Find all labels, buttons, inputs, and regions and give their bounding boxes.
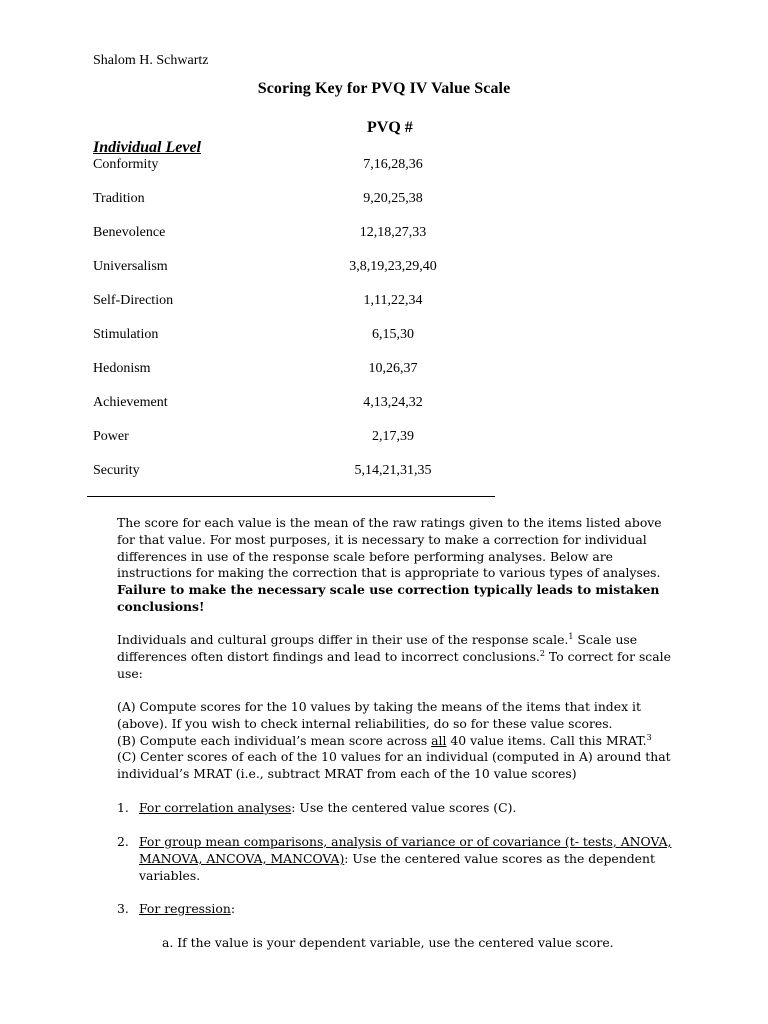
list-label: For correlation analyses: [139, 800, 292, 815]
value-items: 4,13,24,32: [363, 395, 423, 410]
warning-text: Failure to make the necessary scale use correction typically leads to mistaken conclusions!: [117, 582, 660, 614]
list-number: 2.: [117, 834, 129, 849]
author-name: Shalom H. Schwartz: [93, 53, 209, 68]
value-row: [93, 225, 493, 245]
value-name: Benevolence: [93, 225, 166, 240]
list-rest: : Use the centered value scores as the dependent variables.: [139, 850, 655, 883]
value-name: Hedonism: [93, 361, 151, 376]
value-name: Power: [93, 429, 129, 444]
paragraph-text: Scale use differences often distort findings and lead to incorrect conclusions.: [117, 632, 638, 664]
value-row: [93, 157, 493, 177]
value-row: [93, 327, 493, 347]
step-b-emphasis: all: [431, 732, 447, 748]
value-row: [93, 361, 493, 381]
value-row: [93, 429, 493, 449]
paragraph-text: Individuals and cultural groups differ in their use of the response scale.: [117, 632, 569, 647]
value-row: [93, 293, 493, 313]
sub-item-a: a. If the value is your dependent variable, use the centered value score.: [162, 935, 614, 950]
list-number: 1.: [117, 800, 129, 815]
value-name: Universalism: [93, 259, 168, 274]
list-rest: :: [230, 901, 235, 916]
value-items: 9,20,25,38: [363, 191, 423, 206]
list-label: For group mean comparisons, analysis of variance or of covariance (t- tests, ANOVA, MANOVA, ANCOVA, MANCOVA): [139, 834, 672, 866]
list-label: For regression: [139, 901, 231, 916]
step-a: (A) Compute scores for the 10 values by taking the means of the items that index it (above). If you wish to check internal reliabilities, do so for these value scores.: [117, 699, 641, 731]
step-c: (C) Center scores of each of the 10 values for an individual (computed in A) around that individual’s MRAT (i.e., subtract MRAT from each of the 10 value scores): [117, 749, 671, 782]
value-name: Stimulation: [93, 327, 159, 342]
value-name: Achievement: [93, 395, 168, 410]
column-header: PVQ #: [367, 119, 413, 136]
step-b-text-end: 40 value items. Call this MRAT.: [446, 732, 647, 748]
value-name: Tradition: [93, 191, 145, 206]
value-name: Self-Direction: [93, 293, 174, 308]
value-items: 6,15,30: [372, 327, 414, 342]
value-row: [93, 395, 493, 415]
value-row: [93, 191, 493, 211]
correction-steps: [117, 699, 677, 783]
value-row: [93, 259, 493, 279]
value-name: Security: [93, 463, 140, 478]
footnote-ref: 3: [646, 732, 652, 742]
list-text: [139, 901, 679, 918]
value-items: 10,26,37: [368, 361, 418, 376]
divider-line: [87, 496, 495, 497]
footnote-ref: 1: [568, 631, 574, 641]
paragraph-scale-use: [117, 632, 677, 682]
value-items: 5,14,21,31,35: [354, 463, 432, 478]
paragraph-text: To correct for scale use:: [117, 648, 671, 681]
value-items: 3,8,19,23,29,40: [349, 259, 437, 274]
list-text: [139, 834, 679, 884]
step-b: [117, 733, 677, 750]
section-heading: Individual Level: [93, 139, 201, 156]
list-text: [139, 800, 679, 817]
value-items: 2,17,39: [372, 429, 414, 444]
value-items: 1,11,22,34: [363, 293, 423, 308]
footnote-ref: 2: [539, 648, 545, 658]
paragraph-text: The score for each value is the mean of the raw ratings given to the items listed above for that value. For most purposes, it is necessary to make a correction for individual differences in use of the response scale before performing analyses. Below are instructions for making the correction that is appropriate to various types of analyses.: [117, 515, 662, 581]
list-number: 3.: [117, 901, 129, 916]
step-b-text: (B) Compute each individual’s mean score across: [117, 732, 432, 748]
list-rest: : Use the centered value scores (C).: [291, 800, 517, 815]
paragraph-score-explanation: [117, 515, 677, 616]
value-items: 7,16,28,36: [363, 157, 423, 172]
value-row: [93, 463, 493, 483]
value-items: 12,18,27,33: [359, 225, 427, 240]
value-name: Conformity: [93, 157, 159, 172]
document-title: Scoring Key for PVQ IV Value Scale: [257, 80, 511, 97]
